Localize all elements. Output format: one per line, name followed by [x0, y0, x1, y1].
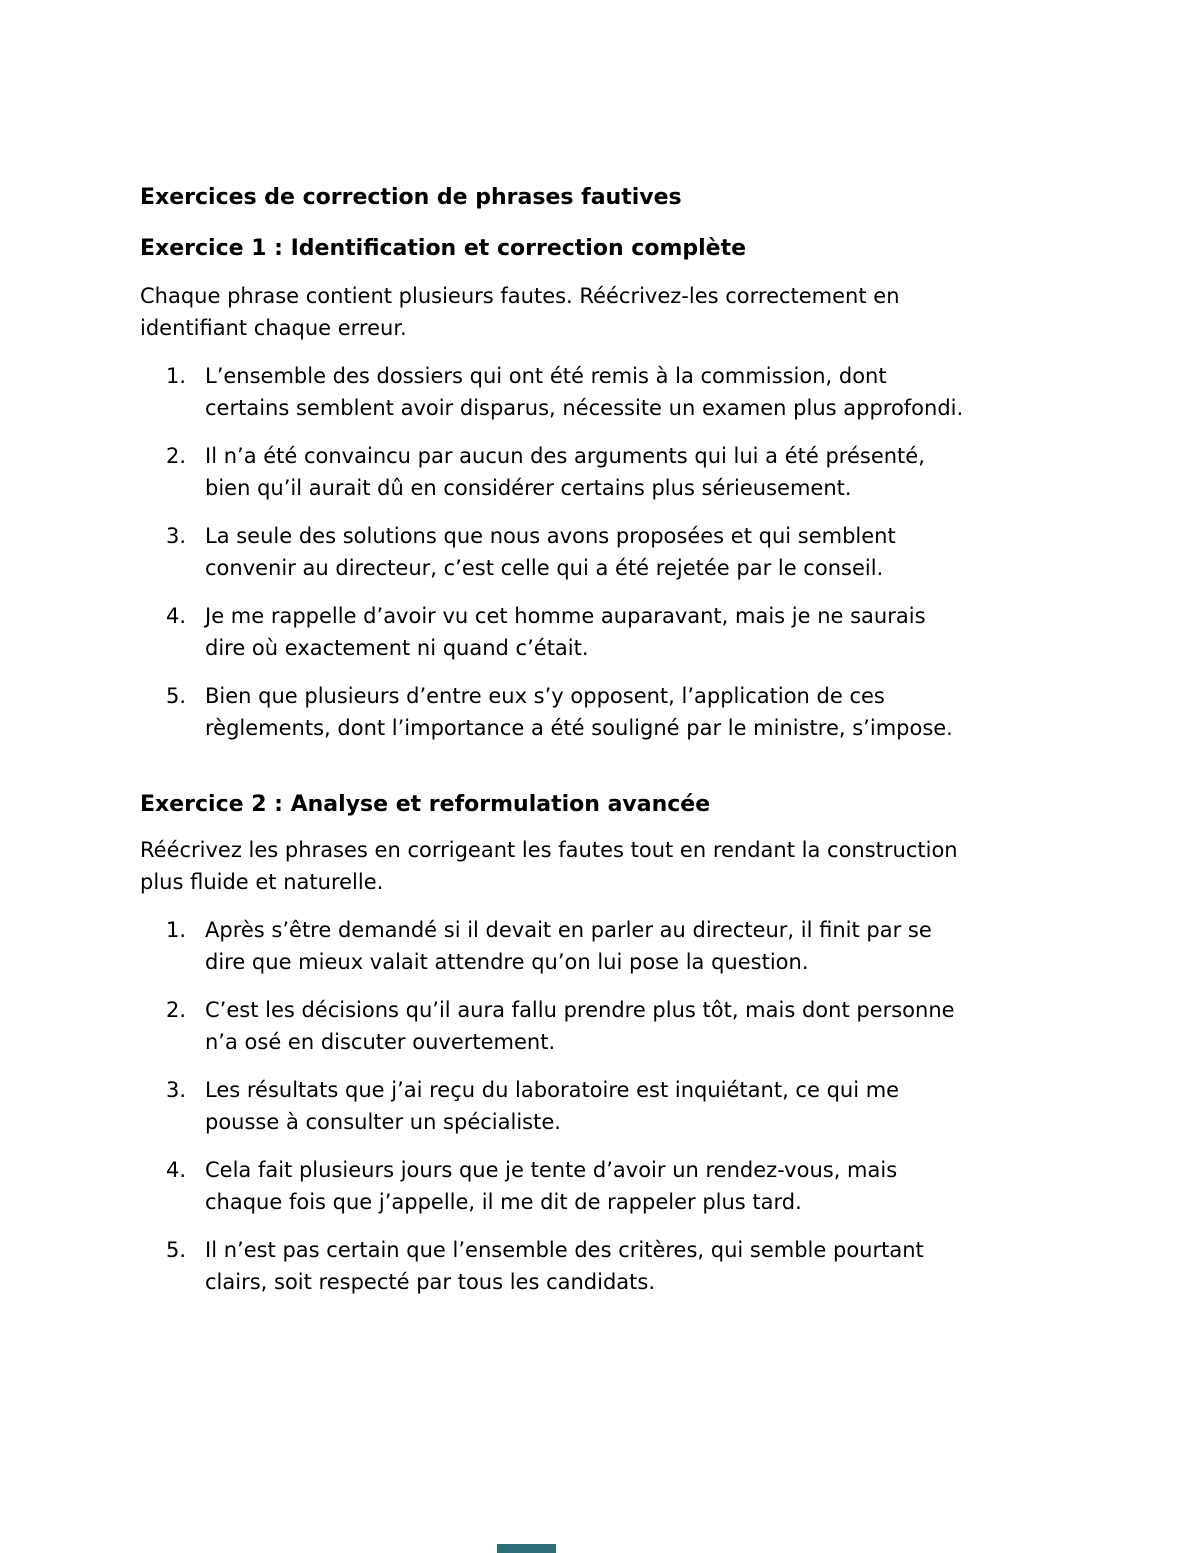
exercise2-list	[140, 914, 1080, 1298]
list-item-text: L’ensemble des dossiers qui ont été remis à la commission, dont	[205, 364, 887, 388]
list-item-text: Bien que plusieurs d’entre eux s’y opposent, l’application de ces	[205, 684, 885, 708]
list-item-text: dire où exactement ni quand c’était.	[205, 636, 589, 660]
list-item-text: Je me rappelle d’avoir vu cet homme auparavant, mais je ne saurais	[205, 604, 926, 628]
list-item-text: chaque fois que j’appelle, il me dit de rappeler plus tard.	[205, 1190, 802, 1214]
document-title: Exercices de correction de phrases fautives	[140, 185, 682, 210]
list-item	[140, 1074, 1080, 1138]
intro-line: Chaque phrase contient plusieurs fautes. Réécrivez-les correctement en	[140, 284, 900, 308]
exercise1-list	[140, 360, 1080, 744]
list-item-number: 3.	[166, 524, 187, 548]
list-item	[140, 520, 1080, 584]
list-item-number: 4.	[166, 604, 187, 628]
list-item	[140, 600, 1080, 664]
list-item	[140, 914, 1080, 978]
list-item-text: n’a osé en discuter ouvertement.	[205, 1030, 556, 1054]
intro-line: identifiant chaque erreur.	[140, 316, 407, 340]
list-item-text: dire que mieux valait attendre qu’on lui pose la question.	[205, 950, 809, 974]
intro-line: Réécrivez les phrases en corrigeant les fautes tout en rendant la construction	[140, 838, 958, 862]
list-item-number: 5.	[166, 1238, 187, 1262]
list-item-text: bien qu’il aurait dû en considérer certains plus sérieusement.	[205, 476, 852, 500]
list-item-text: règlements, dont l’importance a été souligné par le ministre, s’impose.	[205, 716, 953, 740]
intro-line: plus fluide et naturelle.	[140, 870, 384, 894]
page-bottom-fragment	[497, 1544, 556, 1553]
list-item-text: La seule des solutions que nous avons proposées et qui semblent	[205, 524, 896, 548]
list-item-text: Les résultats que j’ai reçu du laboratoire est inquiétant, ce qui me	[205, 1078, 900, 1102]
list-item-text: pousse à consulter un spécialiste.	[205, 1110, 561, 1134]
list-item	[140, 680, 1080, 744]
list-item-text: convenir au directeur, c’est celle qui a été rejetée par le conseil.	[205, 556, 884, 580]
list-item-text: Il n’a été convaincu par aucun des arguments qui lui a été présenté,	[205, 444, 925, 468]
exercise2-intro	[140, 834, 1080, 898]
list-item-text: certains semblent avoir disparus, nécessite un examen plus approfondi.	[205, 396, 964, 420]
list-item	[140, 994, 1080, 1058]
list-item	[140, 1154, 1080, 1218]
exercise1-heading: Exercice 1 : Identification et correction complète	[140, 236, 747, 261]
list-item-number: 1.	[166, 918, 187, 942]
list-item-number: 4.	[166, 1158, 187, 1182]
list-item	[140, 440, 1080, 504]
list-item-text: C’est les décisions qu’il aura fallu prendre plus tôt, mais dont personne	[205, 998, 955, 1022]
list-item-number: 3.	[166, 1078, 187, 1102]
exercise1-intro	[140, 280, 1080, 344]
list-item	[140, 1234, 1080, 1298]
list-item-number: 2.	[166, 998, 187, 1022]
list-item-text: Après s’être demandé si il devait en parler au directeur, il finit par se	[205, 918, 932, 942]
list-item-number: 2.	[166, 444, 187, 468]
list-item-text: Cela fait plusieurs jours que je tente d’avoir un rendez-vous, mais	[205, 1158, 898, 1182]
list-item-number: 1.	[166, 364, 187, 388]
list-item-number: 5.	[166, 684, 187, 708]
list-item	[140, 360, 1080, 424]
list-item-text: clairs, soit respecté par tous les candidats.	[205, 1270, 656, 1294]
list-item-text: Il n’est pas certain que l’ensemble des critères, qui semble pourtant	[205, 1238, 924, 1262]
exercise2-heading: Exercice 2 : Analyse et reformulation avancée	[140, 792, 711, 817]
